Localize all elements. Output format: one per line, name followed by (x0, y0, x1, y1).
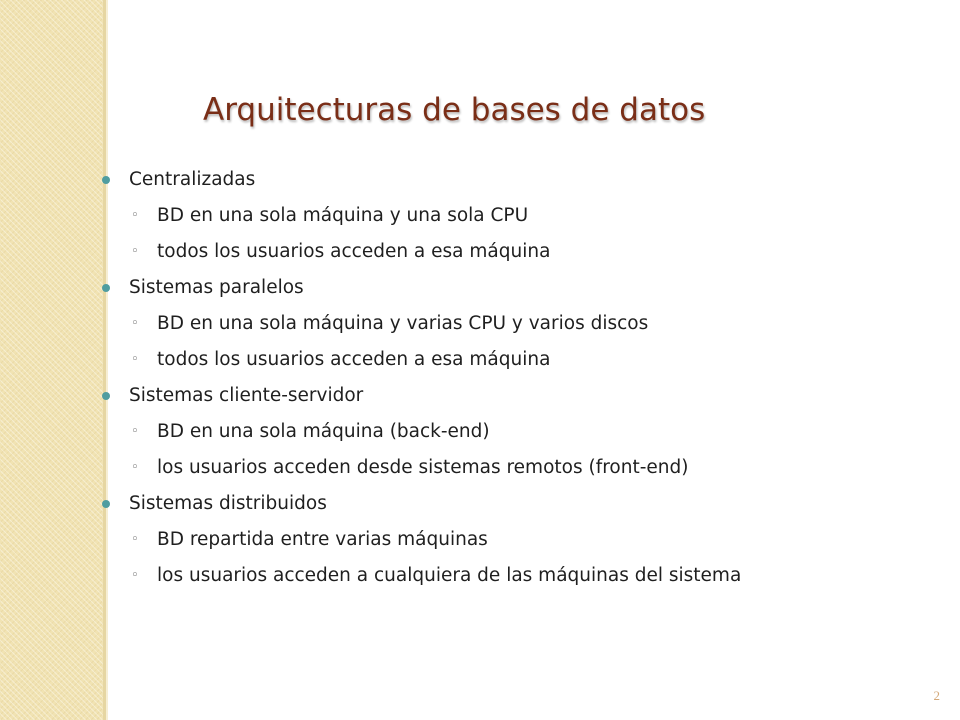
teal-bullet-icon (102, 284, 110, 292)
slide-title: Arquitecturas de bases de datos (203, 92, 706, 128)
bullet-list (118, 162, 938, 594)
sub-bullet-label: BD en una sola máquina (back-end) (157, 421, 490, 442)
teal-bullet-icon (102, 176, 110, 184)
sub-bullet-item (118, 234, 938, 270)
sub-bullet-item (118, 414, 938, 450)
sub-bullet-item (118, 450, 938, 486)
bullet-item-sistemas-cliente-servidor (118, 378, 938, 414)
sub-bullet-item (118, 198, 938, 234)
sub-bullet-item (118, 558, 938, 594)
bullet-label: Sistemas distribuidos (129, 493, 327, 514)
teal-bullet-icon (102, 392, 110, 400)
sub-bullet-label: los usuarios acceden desde sistemas remotos (front-end) (157, 457, 689, 478)
ring-bullet-icon: ◦ (131, 208, 139, 223)
sub-bullet-label: los usuarios acceden a cualquiera de las máquinas del sistema (157, 565, 742, 586)
ring-bullet-icon: ◦ (131, 568, 139, 583)
page-number: 2 (933, 688, 940, 703)
sub-bullet-label: BD en una sola máquina y una sola CPU (157, 205, 529, 226)
sub-bullet-label: BD repartida entre varias máquinas (157, 529, 488, 550)
sub-bullet-label: BD en una sola máquina y varias CPU y varios discos (157, 313, 649, 334)
sub-bullet-label: todos los usuarios acceden a esa máquina (157, 241, 551, 262)
bullet-label: Centralizadas (129, 169, 256, 190)
sub-bullet-item (118, 342, 938, 378)
bullet-item-centralizadas (118, 162, 938, 198)
ring-bullet-icon: ◦ (131, 352, 139, 367)
teal-bullet-icon (102, 500, 110, 508)
sub-bullet-label: todos los usuarios acceden a esa máquina (157, 349, 551, 370)
sub-bullet-item (118, 306, 938, 342)
bullet-item-sistemas-paralelos (118, 270, 938, 306)
ring-bullet-icon: ◦ (131, 532, 139, 547)
ring-bullet-icon: ◦ (131, 316, 139, 331)
decorative-side-band (0, 0, 103, 720)
ring-bullet-icon: ◦ (131, 244, 139, 259)
ring-bullet-icon: ◦ (131, 424, 139, 439)
ring-bullet-icon: ◦ (131, 460, 139, 475)
sub-bullet-item (118, 522, 938, 558)
bullet-label: Sistemas paralelos (129, 277, 304, 298)
bullet-item-sistemas-distribuidos (118, 486, 938, 522)
side-band-rule-light (106, 0, 108, 720)
bullet-label: Sistemas cliente-servidor (129, 385, 364, 406)
